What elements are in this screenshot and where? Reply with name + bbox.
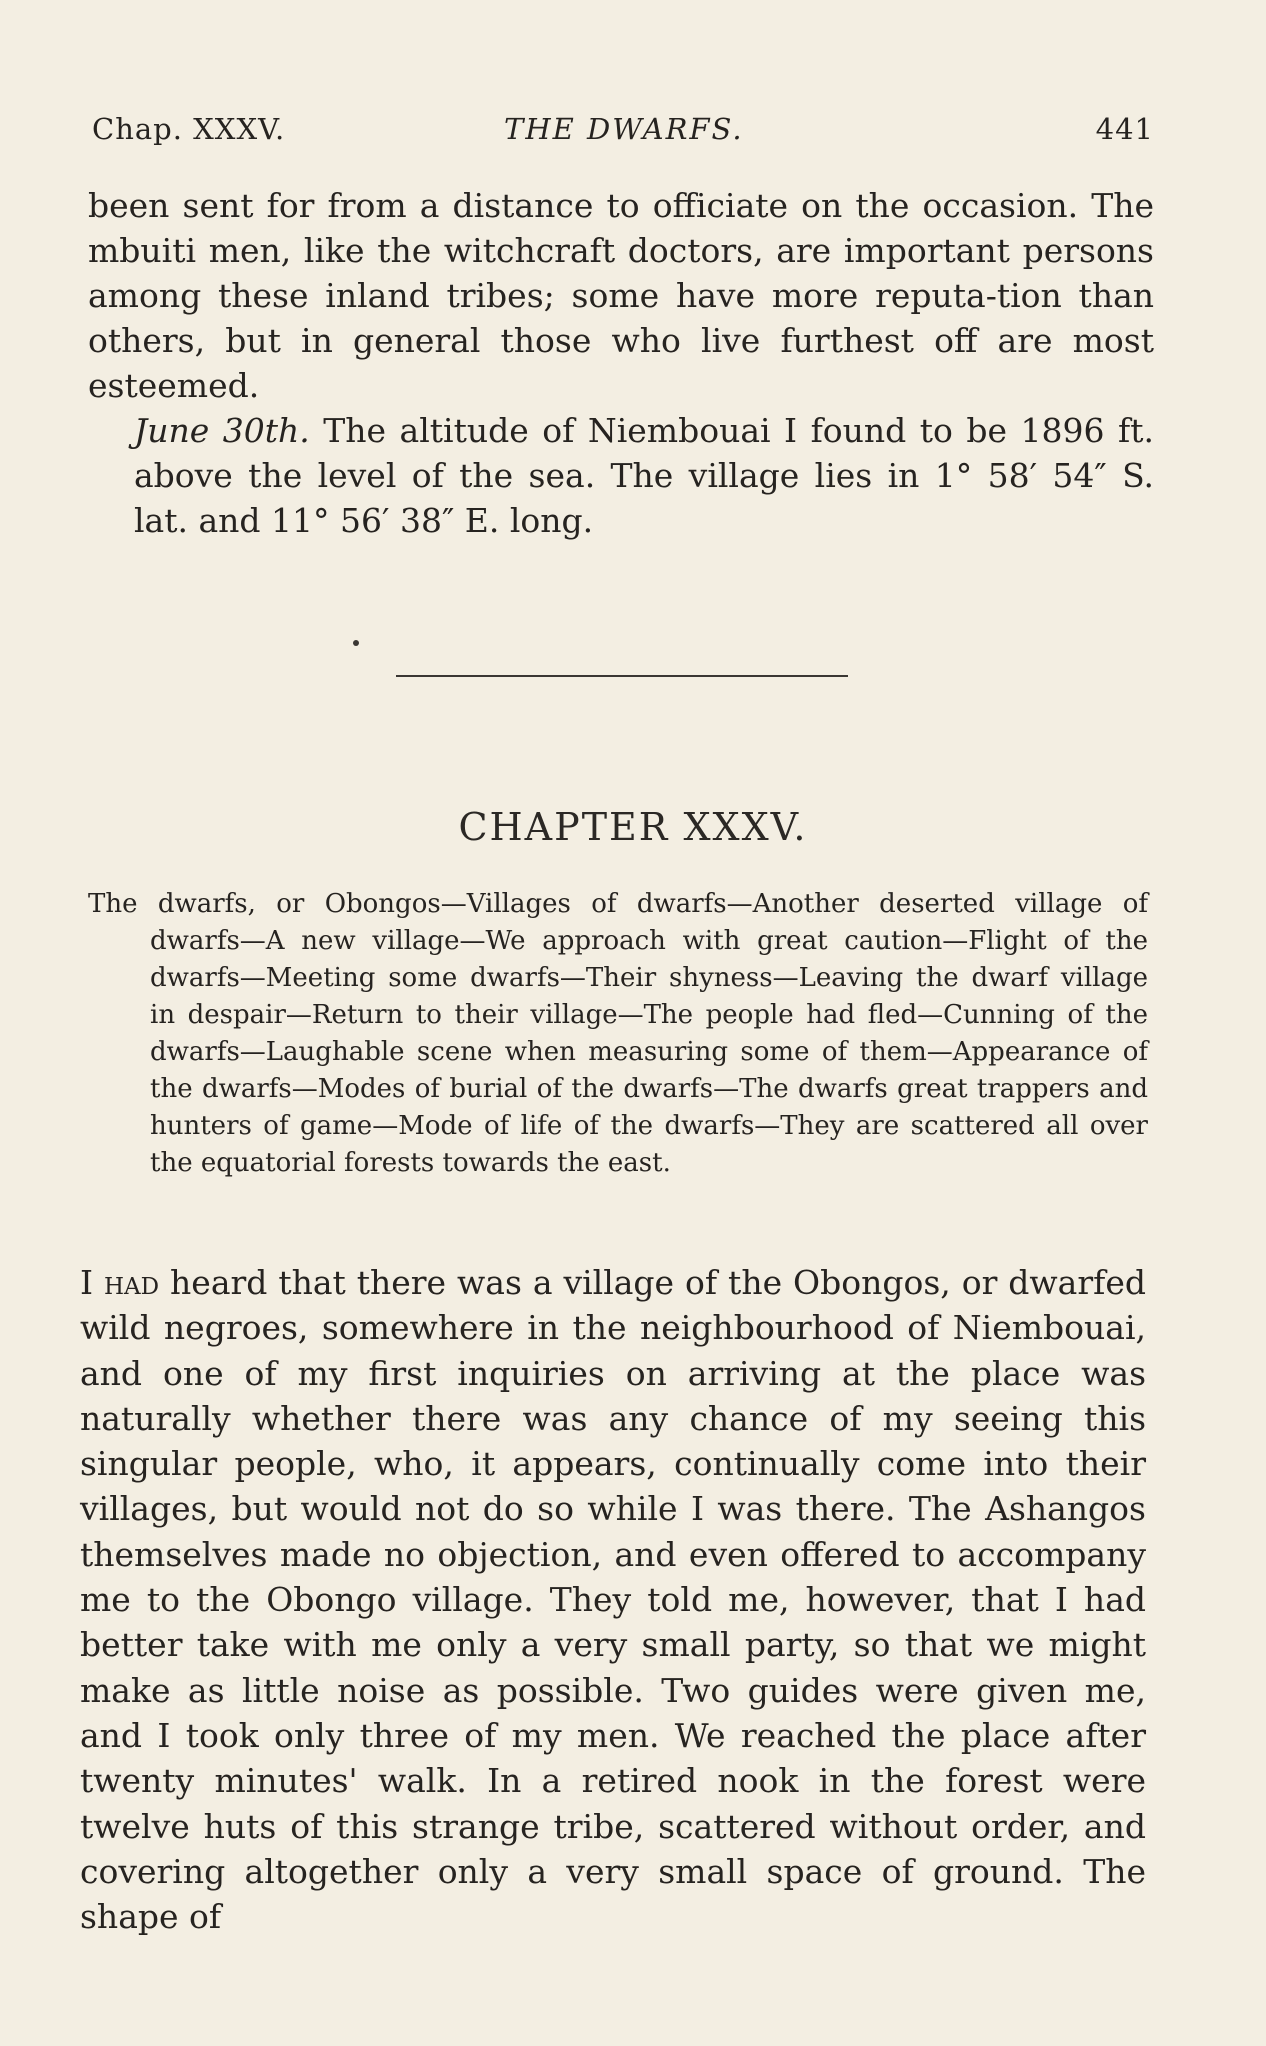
chapter-body — [80, 1260, 1146, 1939]
entry-text: The altitude of Niembouai I found to be 1896 ft. above the level of the sea. The village lies in 1° 58′ 54″ S. lat. and 11° 56′ 38″ E. long. — [134, 411, 1154, 540]
chapter-summary: The dwarfs, or Obongos—Villages of dwarfs—Another deserted village of dwarfs—A new village—We approach with great caution—Flight of the dwarfs—Meeting some dwarfs—Their shyness—Leaving the dwarf village in despair—Return to their village—The people had fled—Cunning of the dwarfs—Laughable scene when measuring some of them—Appearance of the dwarfs—Modes of burial of the dwarfs—The dwarfs great trappers and hunters of game—Mode of life of the dwarfs—They are scattered all over the equatorial forests towards the east. — [88, 889, 1148, 1178]
page-number: 441 — [1095, 112, 1154, 146]
continuation-paragraph — [88, 183, 1154, 408]
section-divider — [396, 675, 848, 677]
continuation-text: been sent for from a distance to officiate on the occasion. The mbuiti men, like the witchcraft doctors, are important persons among these inland tribes; some have more reputa-tion than others, but in general those who live furthest off are most esteemed. — [88, 186, 1154, 405]
stray-dot — [353, 640, 359, 646]
opening-paragraph: heard that there was a village of the Obongos, or dwarfed wild negroes, somewhere in the neighbourhood of Niembouai, and one of my first inquiries on arriving at the place was naturally whether there was any chance of my seeing this singular people, who, it appears, continually come into their villages, but would not do so while I was there. The Ashangos themselves made no objection, and even offered to accompany me to the Obongo village. They told me, however, that I had better take with me only a very small party, so that we might make as little noise as possible. Two guides were given me, and I took only three of my men. We reached the place after twenty minutes' walk. In a retired nook in the forest were twelve huts of this strange tribe, scattered without order, and covering altogether only a very small space of ground. The shape of — [80, 1263, 1146, 1937]
header-title: THE DWARFS. — [504, 112, 744, 146]
header-chapter: Chap. XXXV. — [92, 112, 286, 146]
dated-entry — [88, 408, 1154, 543]
dated-paragraph — [88, 408, 1154, 543]
running-header — [92, 112, 1154, 160]
chapter-heading: CHAPTER XXXV. — [458, 805, 808, 849]
entry-date: June 30th. — [134, 411, 310, 450]
opening-word: I had — [80, 1263, 160, 1302]
